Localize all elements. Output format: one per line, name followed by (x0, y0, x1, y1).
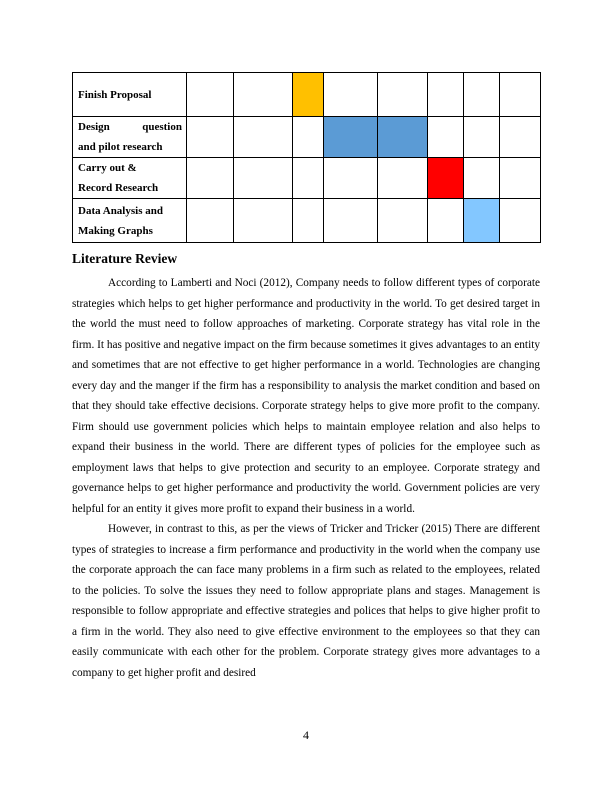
task-label-line: Making Graphs (78, 224, 153, 237)
schedule-cell (378, 73, 428, 117)
schedule-cell (187, 117, 234, 158)
task-label-line: Carry out & (78, 162, 137, 174)
schedule-cell (234, 117, 293, 158)
body-text (72, 273, 540, 683)
schedule-row (73, 117, 541, 158)
schedule-cell-filled (378, 117, 428, 158)
section-heading: Literature Review (72, 251, 178, 266)
schedule-cell-filled (293, 73, 324, 117)
page-number: 4 (303, 728, 309, 742)
task-label-line: and pilot research (78, 141, 163, 153)
task-label-line: Finish Proposal (78, 88, 152, 101)
task-label (73, 199, 187, 243)
schedule-cell (464, 73, 500, 117)
schedule-cell (378, 158, 428, 199)
schedule-cell (324, 73, 378, 117)
schedule-cell (187, 158, 234, 199)
schedule-cell (378, 199, 428, 243)
schedule-cell (500, 199, 541, 243)
schedule-cell (500, 117, 541, 158)
schedule-row (73, 158, 541, 199)
task-label-line: Data Analysis and (78, 204, 163, 217)
schedule-cell (464, 158, 500, 199)
schedule-cell (428, 117, 464, 158)
schedule-cell (500, 158, 541, 199)
schedule-cell (187, 73, 234, 117)
schedule-cell (293, 158, 324, 199)
schedule-cell-filled (464, 199, 500, 243)
task-label (73, 73, 187, 117)
schedule-cell (428, 199, 464, 243)
schedule-cell (234, 158, 293, 199)
schedule-cell (234, 73, 293, 117)
schedule-cell (324, 199, 378, 243)
schedule-cell-filled (428, 158, 464, 199)
schedule-cell (187, 199, 234, 243)
paragraph: However, in contrast to this, as per the views of Tricker and Tricker (2015) There are different types of strategies to increase a firm performance and productivity in the world when the company use the corporate approach the can face many problems in a firm such as related to the employees, related to the policies. To solve the issues they need to follow appropriate plans and stages. Management is responsible to follow appropriate and effective strategies and polices that helps to give higher profit to a firm in the world. They also need to give effective environment to the employees so that they can easily communicate with each other for the problem. Corporate strategy gives more advantages to a company to get higher profit and desired (72, 523, 540, 679)
task-label (73, 158, 187, 199)
gantt-schedule-table (72, 72, 541, 243)
schedule-cell (293, 199, 324, 243)
task-label (73, 117, 187, 158)
schedule-row (73, 73, 541, 117)
schedule-cell (234, 199, 293, 243)
schedule-cell (464, 117, 500, 158)
task-label-line: Design question (78, 121, 182, 133)
paragraph: According to Lamberti and Noci (2012), Company needs to follow different types of corporate strategies which helps to get higher performance and productivity in the world. To get desired target in the world the must need to follow approaches of marketing. Corporate strategy has vital role in the firm. It has positive and negative impact on the firm because sometimes it gives advantages to an entity and sometimes that are not effective to get higher performance in a world. Technologies are changing every day and the manger if the firm has a responsibility to analysis the market condition and based on that they should take effective decisions. Corporate strategy helps to give more profit to the company. Firm should use government policies which helps to maintain employee relation and also helps to expand their business in the world. There are different types of policies for the employee such as employment laws that helps to give protection and security to an employee. Corporate strategy and governance helps to get higher performance and productivity the world. Government policies are very helpful for an entity it gives more profit to expand their business in a world. (72, 277, 540, 515)
task-label-line: Record Research (78, 182, 159, 194)
schedule-cell (500, 73, 541, 117)
schedule-row (73, 199, 541, 243)
schedule-cell (293, 117, 324, 158)
schedule-cell (428, 73, 464, 117)
schedule-cell-filled (324, 117, 378, 158)
schedule-cell (324, 158, 378, 199)
